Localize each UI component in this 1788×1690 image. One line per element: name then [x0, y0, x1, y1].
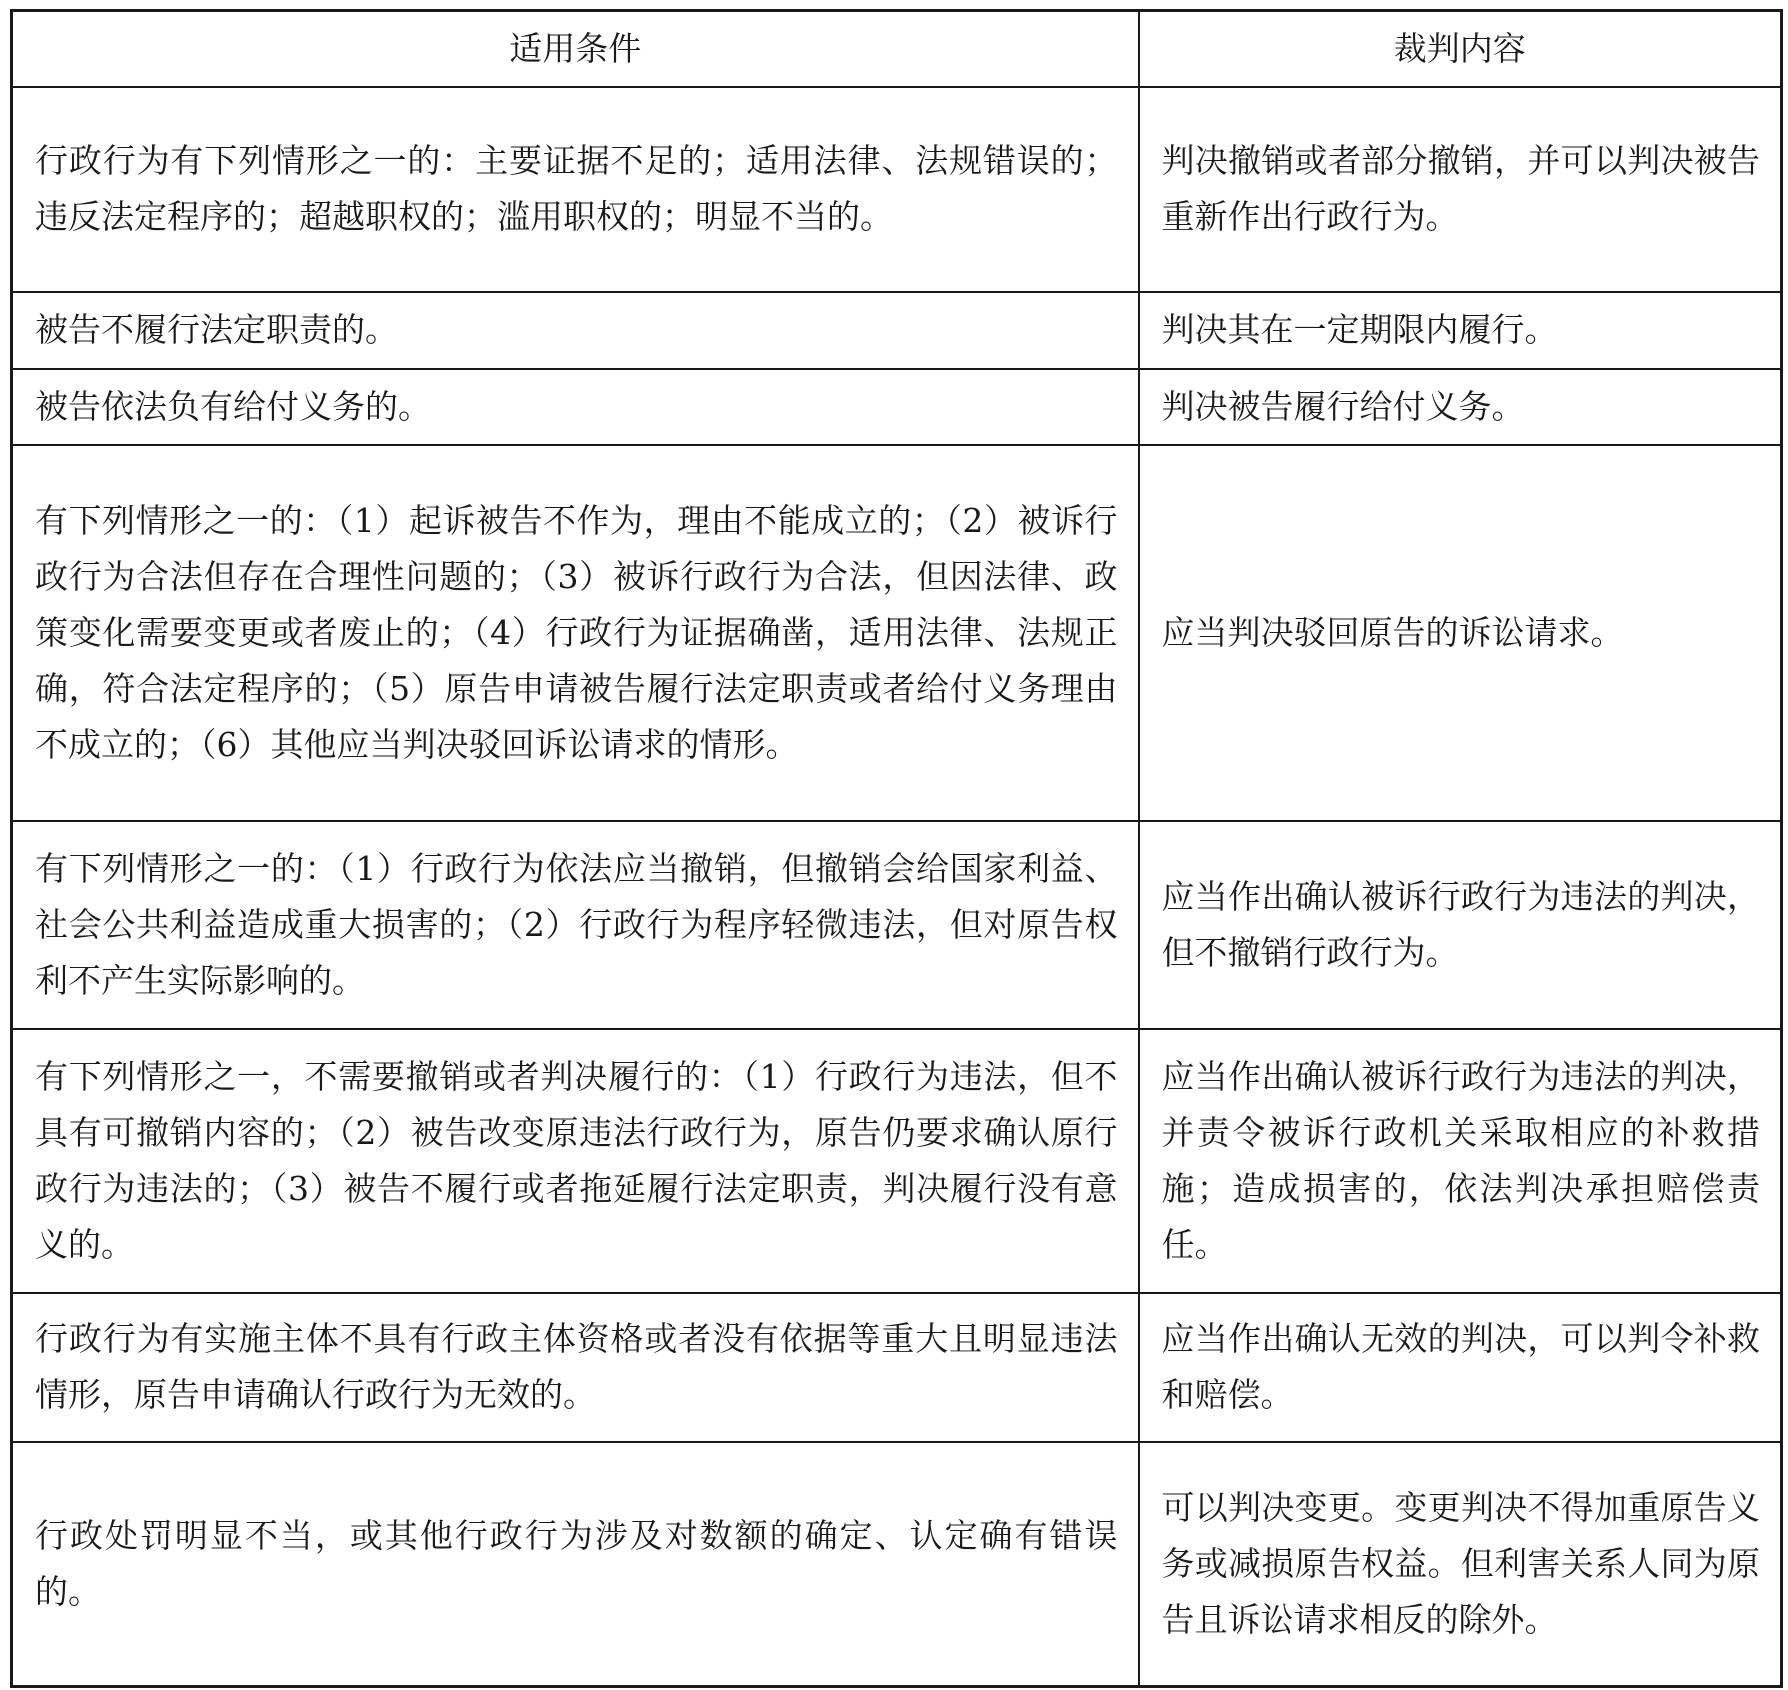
condition-cell: 行政行为有实施主体不具有行政主体资格或者没有依据等重大且明显违法情形，原告申请确认行政行为无效的。 — [12, 1293, 1139, 1442]
table-header-row — [12, 11, 1782, 87]
condition-cell: 有下列情形之一，不需要撤销或者判决履行的：（1）行政行为违法，但不具有可撤销内容的；（2）被告改变原违法行政行为，原告仍要求确认原行政行为违法的；（3）被告不履行或者拖延履行法定职责，判决履行没有意义的。 — [12, 1029, 1139, 1293]
table-row — [12, 1442, 1782, 1687]
judgment-cell: 判决撤销或者部分撤销，并可以判决被告重新作出行政行为。 — [1139, 87, 1782, 292]
table-row — [12, 1293, 1782, 1442]
judgment-cell: 判决其在一定期限内履行。 — [1139, 292, 1782, 369]
condition-cell: 行政行为有下列情形之一的：主要证据不足的；适用法律、法规错误的；违反法定程序的；超越职权的；滥用职权的；明显不当的。 — [12, 87, 1139, 292]
condition-cell: 行政处罚明显不当，或其他行政行为涉及对数额的确定、认定确有错误的。 — [12, 1442, 1139, 1687]
judgment-types-table — [10, 9, 1783, 1688]
judgment-cell: 判决被告履行给付义务。 — [1139, 369, 1782, 445]
judgment-cell: 可以判决变更。变更判决不得加重原告义务或减损原告权益。但利害关系人同为原告且诉讼请求相反的除外。 — [1139, 1442, 1782, 1687]
table-row — [12, 1029, 1782, 1293]
condition-cell: 有下列情形之一的：（1）起诉被告不作为，理由不能成立的；（2）被诉行政行为合法但存在合理性问题的；（3）被诉行政行为合法，但因法律、政策变化需要变更或者废止的；（4）行政行为证据确凿，适用法律、法规正确，符合法定程序的；（5）原告申请被告履行法定职责或者给付义务理由不成立的；（6）其他应当判决驳回诉讼请求的情形。 — [12, 445, 1139, 821]
table-row — [12, 445, 1782, 821]
judgment-cell: 应当作出确认无效的判决，可以判令补救和赔偿。 — [1139, 1293, 1782, 1442]
judgment-cell: 应当作出确认被诉行政行为违法的判决，但不撤销行政行为。 — [1139, 821, 1782, 1029]
condition-cell: 被告不履行法定职责的。 — [12, 292, 1139, 369]
table-row — [12, 369, 1782, 445]
condition-cell: 被告依法负有给付义务的。 — [12, 369, 1139, 445]
condition-cell: 有下列情形之一的：（1）行政行为依法应当撤销，但撤销会给国家利益、社会公共利益造成重大损害的；（2）行政行为程序轻微违法，但对原告权利不产生实际影响的。 — [12, 821, 1139, 1029]
header-applicable-conditions: 适用条件 — [12, 11, 1139, 87]
table-row — [12, 821, 1782, 1029]
judgment-cell: 应当作出确认被诉行政行为违法的判决，并责令被诉行政机关采取相应的补救措施；造成损害的，依法判决承担赔偿责任。 — [1139, 1029, 1782, 1293]
header-judgment-content: 裁判内容 — [1139, 11, 1782, 87]
table-row — [12, 292, 1782, 369]
judgment-cell: 应当判决驳回原告的诉讼请求。 — [1139, 445, 1782, 821]
table-row — [12, 87, 1782, 292]
